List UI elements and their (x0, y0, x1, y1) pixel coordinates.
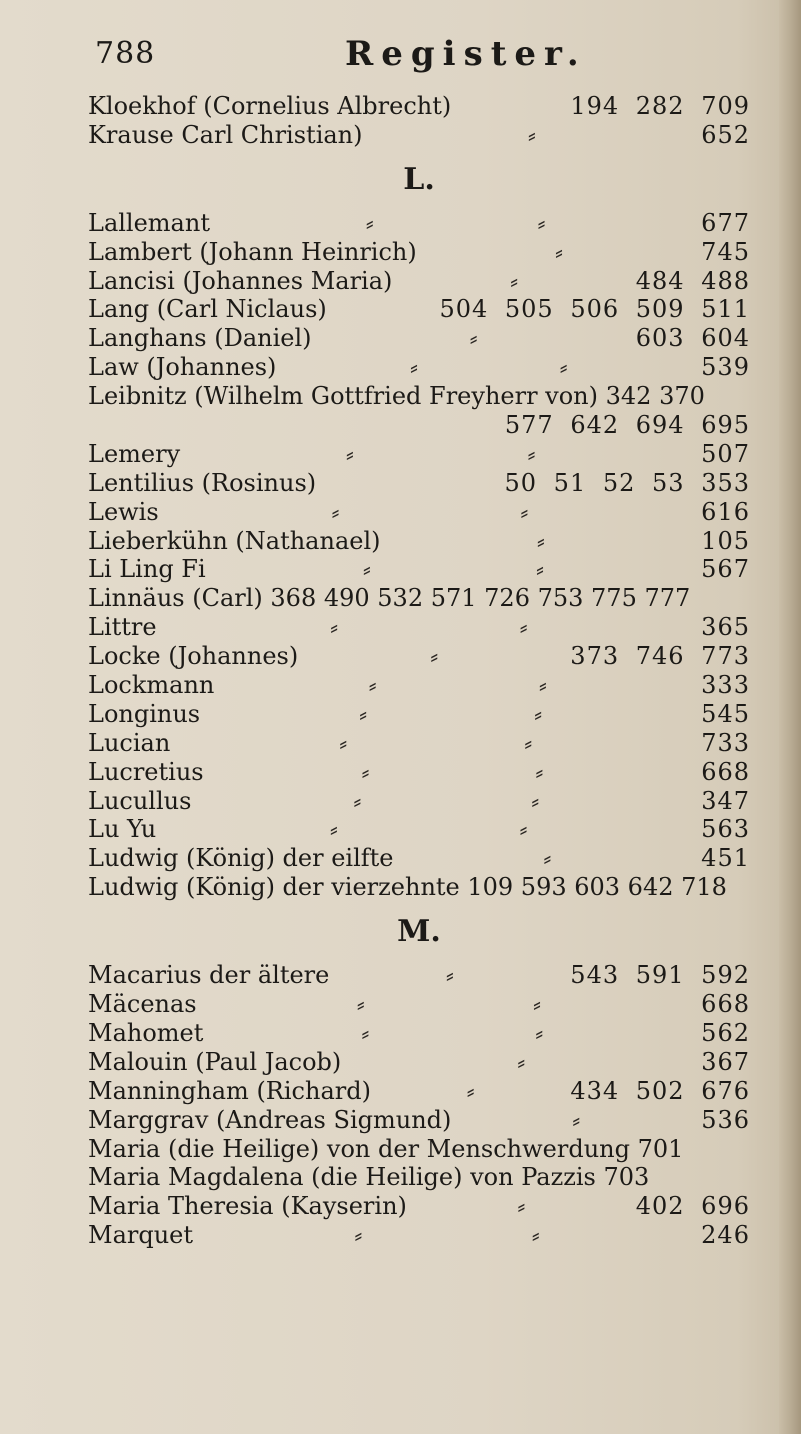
entry-pages: 194 282 709 (570, 92, 750, 120)
ditto-mark: ⸗ (430, 642, 439, 671)
entry-pages: 367 (701, 1047, 750, 1076)
entry-name: Lucullus (88, 786, 192, 815)
entry-pages: 539 (701, 353, 750, 382)
entry-name: Mäcenas (88, 990, 197, 1019)
entry-pages: 733 (701, 728, 750, 757)
register-entry (88, 555, 750, 584)
register-entry (88, 1135, 750, 1164)
ditto-mark: ⸗ (368, 671, 377, 700)
register-entry (88, 961, 750, 990)
register-entry (88, 1163, 750, 1192)
ditto-mark: ⸗ (362, 555, 371, 584)
register-entry (88, 411, 750, 440)
ditto-mark: ⸗ (329, 815, 338, 844)
entry-name: Lang (Carl Niclaus) (88, 295, 327, 324)
register-entry (88, 1221, 750, 1250)
ditto-mark: ⸗ (536, 526, 545, 555)
ditto-mark: ⸗ (345, 439, 354, 468)
ditto-mark: ⸗ (572, 1105, 581, 1134)
entry-name: Mahomet (88, 1018, 204, 1047)
entry-name: Manningham (Richard) (88, 1076, 371, 1105)
register-entry (88, 469, 750, 498)
entry-name: Marquet (88, 1221, 194, 1250)
entry-name: Marggrav (Andreas Sigmund) (88, 1105, 452, 1134)
entry-name: Langhans (Daniel) (88, 324, 312, 353)
ditto-mark: ⸗ (524, 728, 533, 757)
register-entry (88, 990, 750, 1019)
entry-name: Lucretius (88, 757, 204, 786)
ditto-mark: ⸗ (359, 699, 368, 728)
register-entry (88, 729, 750, 758)
entry-name: Maria Theresia (Kayserin) (88, 1192, 407, 1221)
ditto-mark: ⸗ (356, 990, 365, 1019)
entry-name: Longinus (88, 699, 201, 728)
entry-name: Lewis (88, 497, 159, 526)
register-entry (88, 613, 750, 642)
entry-name: Lieberkühn (Nathanael) (88, 526, 381, 555)
ditto-mark: ⸗ (534, 699, 543, 728)
section-heading: L. (403, 161, 435, 197)
ditto-mark: ⸗ (519, 613, 528, 642)
register-entry (88, 584, 750, 613)
register-entry (88, 873, 750, 902)
ditto-mark: ⸗ (559, 353, 568, 382)
register-entry (88, 642, 750, 671)
entry-name: Lentilius (Rosinus) (88, 468, 317, 497)
ditto-mark: ⸗ (510, 266, 519, 295)
ditto-mark: ⸗ (353, 786, 362, 815)
register-entry (88, 92, 750, 121)
section-heading: M. (397, 914, 441, 950)
ditto-mark: ⸗ (361, 757, 370, 786)
entry-name: Ludwig (König) der eilfte (88, 844, 394, 873)
register-list (88, 92, 750, 1250)
register-entry (88, 1077, 750, 1106)
entry-pages: 50 51 52 53 353 (504, 468, 750, 497)
entry-pages: 668 (701, 757, 750, 786)
page-number: 788 (95, 36, 156, 71)
register-entry (88, 700, 750, 729)
entry-name: Leibnitz (Wilhelm Gottfried Freyherr von) 342 370 (88, 382, 705, 411)
ditto-mark: ⸗ (537, 208, 546, 237)
register-entry (88, 671, 750, 700)
entry-pages: 745 (701, 237, 750, 266)
ditto-mark: ⸗ (339, 728, 348, 757)
register-entry (88, 1048, 750, 1077)
entry-pages: 373 746 773 (570, 642, 750, 671)
entry-pages: 365 (701, 613, 750, 642)
ditto-mark: ⸗ (527, 439, 536, 468)
entry-pages: 451 (701, 844, 750, 873)
ditto-mark: ⸗ (519, 815, 528, 844)
page-edge (779, 0, 801, 1434)
register-entry (88, 353, 750, 382)
register-entry (88, 440, 750, 469)
entry-name: Ludwig (König) der vierzehnte 109 593 603 642 718 (88, 873, 727, 902)
entry-pages: 543 591 592 (570, 961, 750, 990)
entry-name: Macarius der ältere (88, 961, 330, 990)
entry-name: Lu Yu (88, 815, 157, 844)
page-header (95, 22, 745, 82)
register-entry (88, 498, 750, 527)
entry-name: Littre (88, 613, 157, 642)
ditto-mark: ⸗ (535, 555, 544, 584)
entry-name: Law (Johannes) (88, 353, 277, 382)
running-title: Register. (345, 34, 587, 74)
register-entry (88, 787, 750, 816)
ditto-mark: ⸗ (543, 844, 552, 873)
entry-name: Kloekhof (Cornelius Albrecht) (88, 92, 452, 120)
register-entry (88, 1019, 750, 1048)
ditto-mark: ⸗ (531, 1221, 540, 1250)
ditto-mark: ⸗ (531, 786, 540, 815)
entry-pages: 545 (701, 699, 750, 728)
entry-pages: 668 (701, 990, 750, 1019)
ditto-mark: ⸗ (535, 757, 544, 786)
entry-name: Lockmann (88, 671, 215, 700)
ditto-mark: ⸗ (365, 208, 374, 237)
entry-name: Li Ling Fi (88, 555, 206, 584)
entry-pages: 562 (701, 1018, 750, 1047)
register-entry (88, 324, 750, 353)
ditto-mark: ⸗ (469, 324, 478, 353)
entry-name: Maria Magdalena (die Heilige) von Pazzis 703 (88, 1163, 650, 1192)
ditto-mark: ⸗ (361, 1018, 370, 1047)
entry-name: Malouin (Paul Jacob) (88, 1047, 342, 1076)
register-entry (88, 815, 750, 844)
register-entry (88, 267, 750, 296)
entry-name: Linnäus (Carl) 368 490 532 571 726 753 775 777 (88, 584, 691, 613)
entry-pages: 484 488 (635, 266, 750, 295)
entry-pages: 577 642 694 695 (504, 411, 750, 440)
entry-pages: 563 (701, 815, 750, 844)
register-entry (88, 209, 750, 238)
register-entry (88, 1106, 750, 1135)
ditto-mark: ⸗ (535, 1018, 544, 1047)
entry-name: Lallemant (88, 208, 210, 237)
register-entry (88, 295, 750, 324)
entry-pages: 504 505 506 509 511 (439, 295, 750, 324)
ditto-mark: ⸗ (330, 613, 339, 642)
ditto-mark: ⸗ (520, 497, 529, 526)
ditto-mark: ⸗ (517, 1192, 526, 1221)
register-entry (88, 844, 750, 873)
register-entry (88, 382, 750, 411)
entry-pages: 616 (701, 497, 750, 526)
entry-name: Krause Carl Christian) (88, 120, 363, 149)
entry-name: Lancisi (Johannes Maria) (88, 266, 393, 295)
register-entry (88, 238, 750, 267)
entry-pages: 567 (701, 555, 750, 584)
entry-pages: 507 (701, 439, 750, 468)
entry-pages: 652 (701, 120, 750, 149)
ditto-mark: ⸗ (354, 1221, 363, 1250)
entry-name: Maria (die Heilige) von der Menschwerdung 701 (88, 1134, 684, 1163)
entry-pages: 105 (701, 526, 750, 555)
entry-pages: 402 696 (635, 1192, 750, 1221)
ditto-mark: ⸗ (331, 497, 340, 526)
register-entry (88, 1192, 750, 1221)
entry-pages: 677 (701, 208, 750, 237)
ditto-mark: ⸗ (538, 671, 547, 700)
entry-pages: 434 502 676 (570, 1076, 750, 1105)
register-entry (88, 758, 750, 787)
ditto-mark: ⸗ (554, 237, 563, 266)
entry-pages: 536 (701, 1105, 750, 1134)
entry-name: Lemery (88, 439, 181, 468)
entry-name: Locke (Johannes) (88, 642, 299, 671)
entry-pages: 603 604 (635, 324, 750, 353)
ditto-mark: ⸗ (466, 1076, 475, 1105)
entry-pages: 333 (701, 671, 750, 700)
ditto-mark: ⸗ (445, 961, 454, 990)
entry-pages: 246 (701, 1221, 750, 1250)
register-entry (88, 121, 750, 150)
ditto-mark: ⸗ (410, 353, 418, 382)
entry-name: Lambert (Johann Heinrich) (88, 237, 417, 266)
register-entry (88, 527, 750, 556)
entry-name: Lucian (88, 728, 171, 757)
ditto-mark: ⸗ (517, 1047, 526, 1076)
ditto-mark: ⸗ (527, 120, 536, 149)
entry-pages: 347 (701, 786, 750, 815)
ditto-mark: ⸗ (532, 990, 541, 1019)
